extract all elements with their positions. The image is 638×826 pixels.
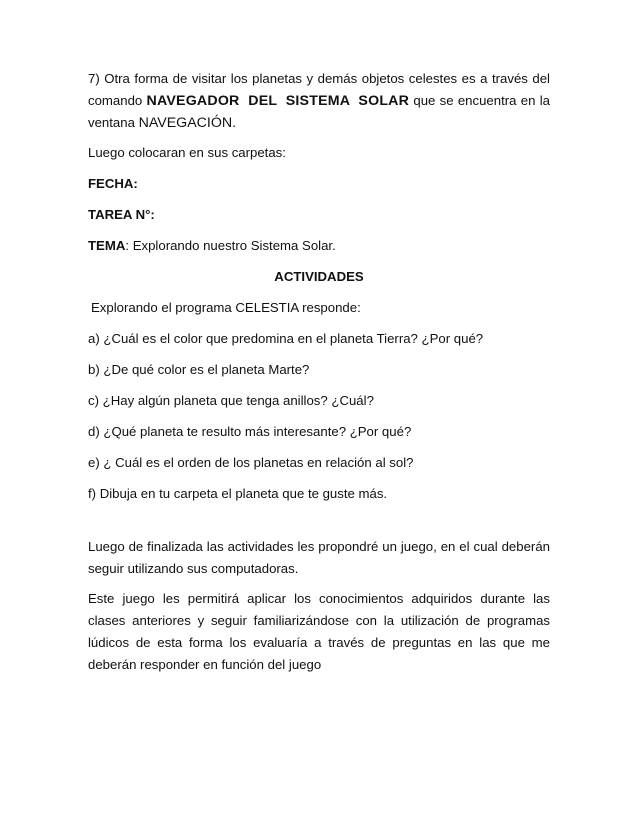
question-a: a) ¿Cuál es el color que predomina en el planeta Tierra? ¿Por qué? (88, 331, 484, 346)
spacer (88, 514, 550, 536)
question-f: f) Dibuja en tu carpeta el planeta que te guste más. (88, 486, 388, 501)
intro-paragraph (88, 68, 550, 134)
tema-line (88, 235, 550, 257)
activities-heading: ACTIVIDADES (274, 269, 364, 284)
explore-instruction: Explorando el programa CELESTIA responde: (91, 300, 361, 315)
tema-label: TEMA (88, 238, 126, 253)
question-d: d) ¿Qué planeta te resulto más interesante? ¿Por qué? (88, 424, 412, 439)
intro-text-part2: que se encuentra en la ventana (88, 93, 550, 130)
intro-text-part1: 7) Otra forma de visitar los planetas y demás objetos celestes es a través del comando (88, 71, 550, 108)
document-page (88, 68, 550, 684)
tema-separator: : (125, 238, 133, 253)
tema-value: Explorando nuestro Sistema Solar. (132, 238, 336, 253)
folders-instruction: Luego colocaran en sus carpetas: (88, 145, 286, 160)
closing-paragraph-1: Luego de finalizada las actividades les propondré un juego, en el cual deberán seguir utilizando sus computadoras. (88, 539, 550, 576)
command-name: NAVEGADOR DEL SISTEMA SOLAR (146, 93, 410, 109)
window-name: NAVEGACIÓN (138, 115, 233, 131)
tarea-label: TAREA N°: (88, 207, 155, 222)
intro-text-part3: . (232, 115, 237, 131)
closing-paragraph-2: Este juego les permitirá aplicar los conocimientos adquiridos durante las clases anteriores y seguir familiarizándose con la utilización de programas lúdicos de esta forma los evaluaría a través de preguntas en las que me deberán responder en función del juego (88, 591, 550, 672)
question-e: e) ¿ Cuál es el orden de los planetas en relación al sol? (88, 455, 414, 470)
question-c: c) ¿Hay algún planeta que tenga anillos? ¿Cuál? (88, 393, 374, 408)
question-b: b) ¿De qué color es el planeta Marte? (88, 362, 310, 377)
fecha-label: FECHA: (88, 176, 138, 191)
